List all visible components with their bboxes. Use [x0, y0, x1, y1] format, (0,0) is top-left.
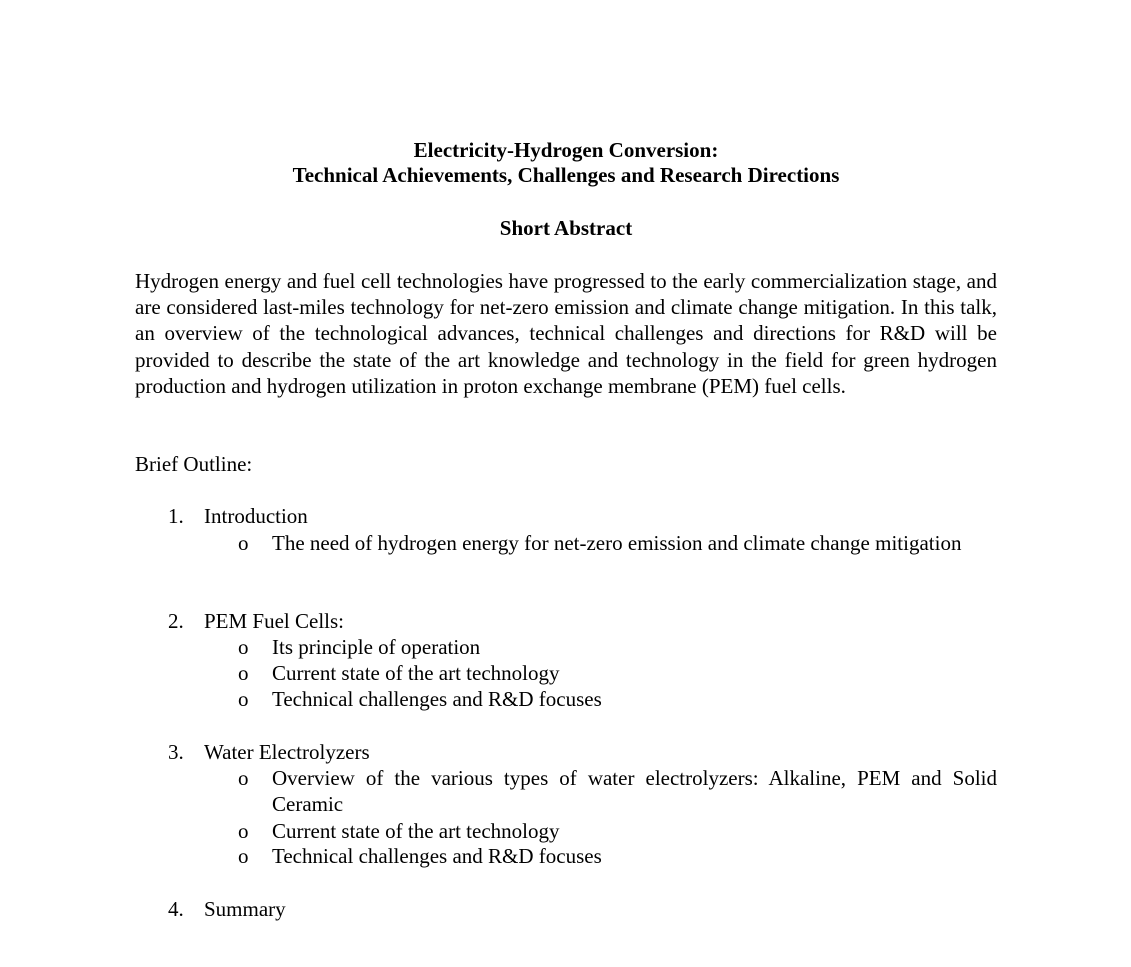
section-heading: Short Abstract [499, 216, 633, 240]
bullet-icon: o [238, 531, 249, 555]
bullet-icon: o [238, 819, 249, 843]
outline-label: Brief Outline: [135, 452, 253, 476]
outline-subitem: Current state of the art technology [272, 661, 560, 685]
bullet-icon: o [238, 635, 249, 659]
outline-subitem: Current state of the art technology [272, 819, 560, 843]
bullet-icon: o [238, 766, 249, 790]
bullet-icon: o [238, 844, 249, 868]
outline-item-title: Introduction [204, 504, 308, 528]
title-line-2: Technical Achievements, Challenges and Research Directions [292, 163, 840, 187]
outline-item-title: PEM Fuel Cells: [204, 609, 345, 633]
outline-item-title: Summary [204, 897, 286, 921]
title-line-1: Electricity-Hydrogen Conversion: [413, 138, 719, 162]
outline-subitem: Technical challenges and R&D focuses [272, 687, 602, 711]
outline-item-title: Water Electrolyzers [204, 740, 370, 764]
outline-subitem: The need of hydrogen energy for net-zero emission and climate change mitigation [272, 531, 962, 555]
outline-item-number: 1. [168, 504, 184, 528]
outline-subitem: Its principle of operation [272, 635, 481, 659]
outline-item-number: 4. [168, 897, 184, 921]
bullet-icon: o [238, 661, 249, 685]
abstract-paragraph: Hydrogen energy and fuel cell technologies have progressed to the early commercialization stage, and are considered last-miles technology for net-zero emission and climate change mitigation. In this talk, an overview of the technological advances, technical challenges and directions for R&D will be provided to describe the state of the art knowledge and technology in the field for green hydrogen production and hydrogen utilization in proton exchange membrane (PEM) fuel cells. [135, 269, 997, 398]
outline-subitem: Technical challenges and R&D focuses [272, 844, 602, 868]
outline-subitem: Overview of the various types of water electrolyzers: Alkaline, PEM and Solid Ceramic [272, 766, 997, 816]
bullet-icon: o [238, 687, 249, 711]
outline-item-number: 2. [168, 609, 184, 633]
outline-item-number: 3. [168, 740, 184, 764]
